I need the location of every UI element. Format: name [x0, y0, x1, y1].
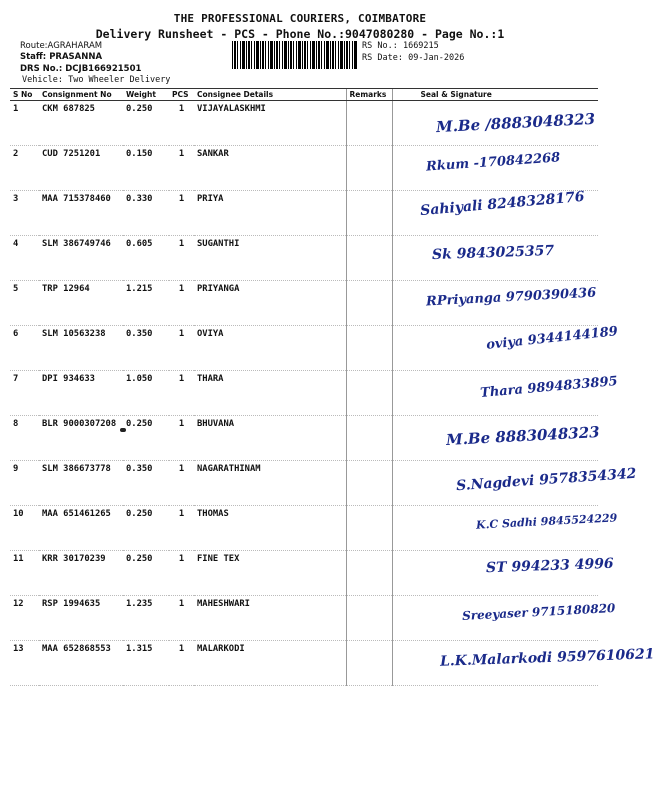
row-consignment-no: MAA 715378460 [39, 191, 123, 236]
row-weight: 0.330 [123, 191, 169, 236]
runsheet-table [10, 88, 654, 686]
row-pcs: 1 [169, 191, 194, 236]
row-consignment-no: SLM 386673778 [39, 461, 123, 506]
staff-value: PRASANNA [49, 52, 103, 62]
drs-label: DRS No.: [20, 64, 63, 74]
row-weight: 0.250 [123, 101, 169, 146]
row-sno: 9 [10, 461, 39, 506]
col-consignment: Consignment No [39, 89, 123, 101]
row-remarks [346, 371, 392, 416]
row-sno: 12 [10, 596, 39, 641]
handwritten-signature: M.Be 8883048323 [445, 422, 600, 450]
row-remarks [346, 236, 392, 281]
row-consignment-no: SLM 10563238 [39, 326, 123, 371]
handwritten-signature: Thara 9894833895 [479, 374, 618, 401]
runsheet-subtitle: Delivery Runsheet - PCS - Phone No.:9047080280 - Page No.:1 [95, 27, 505, 41]
row-remarks [346, 281, 392, 326]
row-weight: 0.250 [123, 416, 169, 461]
barcode [232, 41, 357, 69]
row-signature-cell [392, 596, 616, 641]
route-label: Route: [20, 41, 48, 51]
row-consignment-no: CKM 687825 [39, 101, 123, 146]
row-sno: 13 [10, 641, 39, 686]
row-consignee: VIJAYALASKHMI [194, 101, 346, 146]
route-value: AGRAHARAM [47, 41, 103, 51]
row-weight: 1.050 [123, 371, 169, 416]
row-signature-cell [392, 101, 598, 146]
row-weight: 1.215 [123, 281, 169, 326]
rs-no-line [362, 41, 439, 51]
row-consignment-no: MAA 651461265 [39, 506, 123, 551]
row-consignment-no: BLR 9000307208 [39, 416, 123, 461]
row-pcs: 1 [169, 326, 194, 371]
handwritten-signature: K.C Sadhi 9845524229 [475, 511, 618, 532]
table-row [10, 236, 598, 281]
row-sno: 3 [10, 191, 39, 236]
row-consignment-no: MAA 652868553 [39, 641, 123, 686]
row-sno: 11 [10, 551, 39, 596]
row-consignment-no: DPI 934633 [39, 371, 123, 416]
row-remarks [346, 101, 392, 146]
row-sno: 1 [10, 101, 39, 146]
handwritten-signature: Rkum -170842268 [425, 150, 561, 175]
table-row [10, 191, 598, 236]
route-line [20, 41, 102, 51]
handwritten-signature: M.Be /8883048323 [435, 109, 595, 137]
row-weight: 0.250 [123, 551, 169, 596]
rs-date-label: RS Date: [362, 53, 403, 63]
row-consignment-no: TRP 12964 [39, 281, 123, 326]
col-remarks: Remarks [346, 89, 392, 101]
row-weight: 1.315 [123, 641, 169, 686]
table-row [10, 326, 598, 371]
table-row [10, 101, 598, 146]
row-signature-cell [392, 236, 598, 281]
table-row [10, 416, 598, 461]
row-signature-cell [392, 551, 614, 596]
row-consignment-no: KRR 30170239 [39, 551, 123, 596]
table-row [10, 281, 598, 326]
col-sno: S No [10, 89, 39, 101]
row-pcs: 1 [169, 461, 194, 506]
rs-no-label: RS No.: [362, 41, 398, 51]
handwritten-signature: Sk 9843025357 [431, 242, 554, 264]
row-sno: 2 [10, 146, 39, 191]
row-remarks [346, 146, 392, 191]
col-signature: Seal & Signature [392, 89, 598, 101]
row-remarks [346, 551, 392, 596]
row-consignee: MAHESHWARI [194, 596, 346, 641]
row-weight: 1.235 [123, 596, 169, 641]
row-signature-cell [392, 281, 598, 326]
row-weight: 0.150 [123, 146, 169, 191]
row-pcs: 1 [169, 551, 194, 596]
row-signature-cell [392, 506, 618, 551]
row-sno: 5 [10, 281, 39, 326]
vehicle-line [22, 75, 170, 85]
table-row [10, 371, 598, 416]
col-pcs: PCS [169, 89, 194, 101]
row-remarks [346, 641, 392, 686]
handwritten-signature: L.K.Malarkodi 9597610621 [439, 646, 654, 670]
row-pcs: 1 [169, 101, 194, 146]
row-signature-cell [392, 416, 598, 461]
row-remarks [346, 416, 392, 461]
row-pcs: 1 [169, 236, 194, 281]
handwritten-signature: Sahiyali 8248328176 [419, 188, 585, 220]
handwritten-signature: RPriyanga 9790390436 [425, 285, 597, 310]
table-row [10, 596, 598, 641]
row-consignee: THARA [194, 371, 346, 416]
row-pcs: 1 [169, 371, 194, 416]
table-row [10, 551, 598, 596]
row-sno: 7 [10, 371, 39, 416]
row-remarks [346, 596, 392, 641]
staff-line [20, 52, 102, 62]
handwritten-signature: S.Nagdevi 9578354342 [455, 465, 637, 495]
row-weight: 0.350 [123, 326, 169, 371]
row-remarks [346, 326, 392, 371]
ink-mark [120, 428, 126, 432]
rs-date-line [362, 53, 464, 63]
row-pcs: 1 [169, 506, 194, 551]
row-consignee: PRIYANGA [194, 281, 346, 326]
drs-value: DCJB166921501 [65, 64, 142, 74]
row-signature-cell [392, 641, 654, 686]
handwritten-signature: ST 994233 4996 [485, 555, 614, 577]
row-consignee: SANKAR [194, 146, 346, 191]
rs-date-value: 09-Jan-2026 [408, 53, 465, 63]
row-signature-cell [392, 371, 618, 416]
handwritten-signature: Sreeyaser 9715180820 [461, 600, 616, 624]
row-weight: 0.605 [123, 236, 169, 281]
row-consignment-no: SLM 386749746 [39, 236, 123, 281]
row-sno: 10 [10, 506, 39, 551]
row-remarks [346, 506, 392, 551]
row-consignee: MALARKODI [194, 641, 346, 686]
row-consignee: FINE TEX [194, 551, 346, 596]
row-signature-cell [392, 461, 637, 506]
row-signature-cell [392, 324, 619, 371]
table-row [10, 506, 598, 551]
row-sno: 8 [10, 416, 39, 461]
row-weight: 0.250 [123, 506, 169, 551]
row-consignment-no: RSP 1994635 [39, 596, 123, 641]
table-row [10, 461, 598, 506]
row-consignee: NAGARATHINAM [194, 461, 346, 506]
row-consignee: SUGANTHI [194, 236, 346, 281]
table-row [10, 146, 598, 191]
row-consignment-no: CUD 7251201 [39, 146, 123, 191]
row-consignee: PRIYA [194, 191, 346, 236]
col-consignee: Consignee Details [194, 89, 346, 101]
row-sno: 4 [10, 236, 39, 281]
row-remarks [346, 191, 392, 236]
row-consignee: BHUVANA [194, 416, 346, 461]
handwritten-signature: oviya 9344144189 [485, 324, 619, 353]
staff-label: Staff: [20, 52, 47, 62]
table-row [10, 641, 598, 686]
row-remarks [346, 461, 392, 506]
row-sno: 6 [10, 326, 39, 371]
row-consignee: THOMAS [194, 506, 346, 551]
row-pcs: 1 [169, 146, 194, 191]
row-weight: 0.350 [123, 461, 169, 506]
row-signature-cell [392, 146, 598, 191]
row-pcs: 1 [169, 641, 194, 686]
vehicle-label: Vehicle: [22, 75, 63, 85]
table-header-row [10, 89, 598, 101]
col-weight: Weight [123, 89, 169, 101]
drs-line [20, 64, 141, 74]
row-pcs: 1 [169, 281, 194, 326]
row-consignee: OVIYA [194, 326, 346, 371]
row-pcs: 1 [169, 416, 194, 461]
vehicle-value: Two Wheeler Delivery [68, 75, 171, 85]
row-pcs: 1 [169, 596, 194, 641]
rs-no-value: 1669215 [402, 41, 439, 51]
row-signature-cell [392, 188, 598, 236]
company-title: THE PROFESSIONAL COURIERS, COIMBATORE [173, 12, 427, 25]
